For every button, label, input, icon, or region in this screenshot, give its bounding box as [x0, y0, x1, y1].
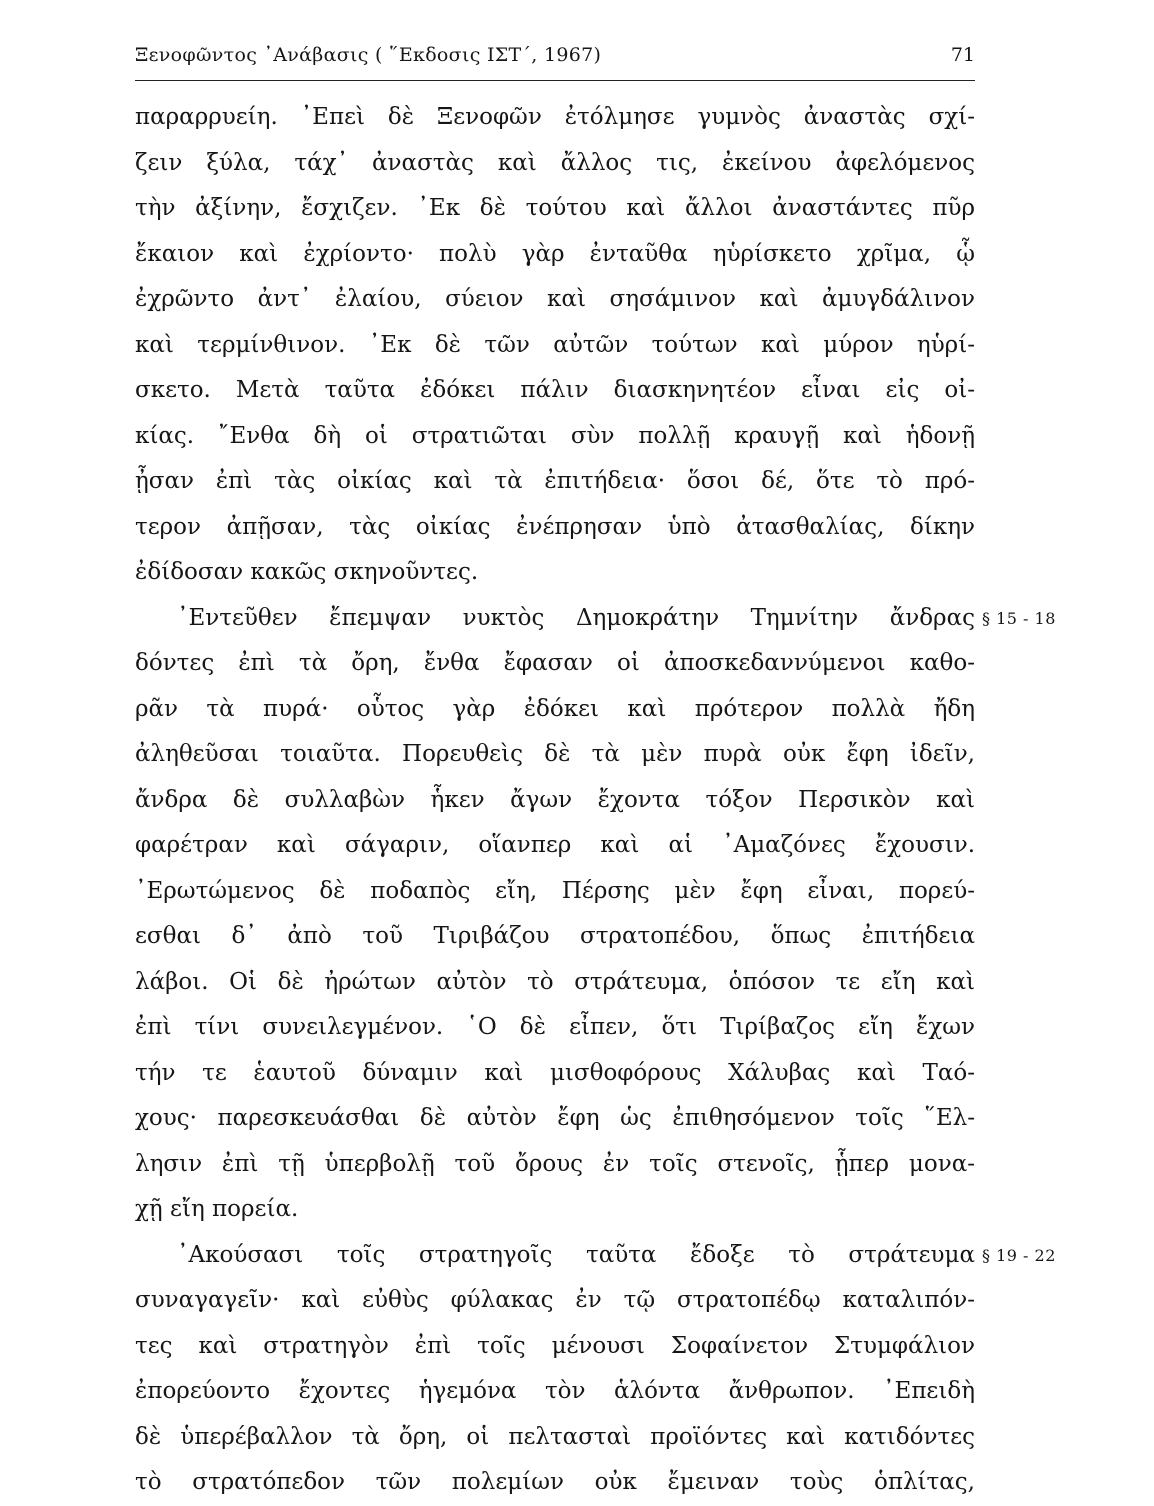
text-line: ἐπορεύοντο ἔχοντες ἡγεμόνα τὸν ἁλόντα ἄνθρωπον. ᾿Επειδὴ [135, 1378, 975, 1404]
text-line: τερον ἀπῇσαν, τὰς οἰκίας ἐνέπρησαν ὑπὸ ἀτασθαλίας, δίκην [135, 513, 975, 540]
header-rule [135, 80, 975, 81]
text-line: εσθαι δ᾿ ἀπὸ τοῦ Τιριβάζου στρατοπέδου, ὅπως ἐπιτήδεια [135, 923, 975, 949]
text-line: ἀληθεῦσαι τοιαῦτα. Πορευθεὶς δὲ τὰ μὲν πυρὰ οὐκ ἔφη ἰδεῖν, [135, 741, 975, 767]
text-line: ρᾶν τὰ πυρά· οὗτος γὰρ ἐδόκει καὶ πρότερον πολλὰ ἤδη [135, 695, 975, 722]
text-line: σκετο. Μετὰ ταῦτα ἐδόκει πάλιν διασκηνητέον εἶναι εἰς οἰ- [135, 377, 975, 403]
text-line: ἄνδρα δὲ συλλαβὼν ἧκεν ἄγων ἔχοντα τόξον Περσικὸν καὶ [135, 786, 975, 813]
text-line: λάβοι. Οἱ δὲ ἠρώτων αὐτὸν τὸ στράτευμα, ὁπόσον τε εἴη καὶ [135, 968, 975, 995]
page-number: 71 [950, 44, 975, 66]
text-line: δὲ ὑπερέβαλλον τὰ ὄρη, οἱ πελτασταὶ προϊόντες καὶ κατιδόντες [135, 1423, 975, 1450]
text-line: συναγαγεῖν· καὶ εὐθὺς φύλακας ἐν τῷ στρατοπέδῳ καταλιπόν- [135, 1287, 975, 1313]
text-line: τὴν ἀξίνην, ἔσχιζεν. ᾿Εκ δὲ τούτου καὶ ἄλλοι ἀναστάντες πῦρ [135, 195, 975, 221]
text-line: χους· παρεσκευάσθαι δὲ αὐτὸν ἔφη ὡς ἐπιθησόμενον τοῖς ῞Ελ- [135, 1105, 975, 1131]
text-line: καὶ τερμίνθινον. ᾿Εκ δὲ τῶν αὐτῶν τούτων καὶ μύρον ηὑρί- [135, 331, 975, 358]
section-marker: § 15 - 18 [982, 608, 1056, 628]
text-line: ζειν ξύλα, τάχ᾿ ἀναστὰς καὶ ἄλλος τις, ἐκείνου ἀφελόμενος [135, 149, 975, 176]
text-line: ᾖσαν ἐπὶ τὰς οἰκίας καὶ τὰ ἐπιτήδεια· ὅσοι δέ, ὅτε τὸ πρό- [135, 468, 975, 494]
text-line: ἐπὶ τίνι συνειλεγμένον. ῾Ο δὲ εἶπεν, ὅτι Τιρίβαζος εἴη ἔχων [135, 1014, 975, 1040]
text-line: ἐχρῶντο ἀντ᾿ ἐλαίου, σύειον καὶ σησάμινον καὶ ἀμυγδάλινον [135, 286, 975, 312]
text-line: ᾿Εντεῦθεν ἔπεμψαν νυκτὸς Δημοκράτην Τημνίτην ἄνδρας [177, 604, 975, 631]
running-head-title: Ξενοφῶντος ᾿Ανάβασις ( ῞Εκδοσις ΙΣΤ΄, 1967) [135, 44, 602, 66]
section-marker: § 19 - 22 [982, 1245, 1056, 1265]
text-line: παραρρυείη. ᾿Επεὶ δὲ Ξενοφῶν ἐτόλμησε γυμνὸς ἀναστὰς σχί- [135, 104, 975, 130]
text-line: τες καὶ στρατηγὸν ἐπὶ τοῖς μένουσι Σοφαίνετον Στυμφάλιον [135, 1332, 975, 1359]
text-line: λησιν ἐπὶ τῇ ὑπερβολῇ τοῦ ὄρους ἐν τοῖς στενοῖς, ᾗπερ μονα- [135, 1150, 975, 1177]
paragraph-first-line [135, 1233, 1056, 1279]
paragraph-first-line [135, 596, 1056, 642]
text-line: ἔκαιον καὶ ἐχρίοντο· πολὺ γὰρ ἐνταῦθα ηὑρίσκετο χρῖμα, ᾧ [135, 240, 975, 267]
text-line: τήν τε ἑαυτοῦ δύναμιν καὶ μισθοφόρους Χάλυβας καὶ Ταό- [135, 1059, 975, 1086]
text-line: ἐδίδοσαν κακῶς σκηνοῦντες. [135, 559, 479, 585]
text-line: φαρέτραν καὶ σάγαριν, οἵανπερ καὶ αἱ ᾿Αμαζόνες ἔχουσιν. [135, 832, 975, 858]
text-line: δόντες ἐπὶ τὰ ὄρη, ἔνθα ἔφασαν οἱ ἀποσκεδαννύμενοι καθο- [135, 650, 975, 676]
text-line: κίας. ῎Ενθα δὴ οἱ στρατιῶται σὺν πολλῇ κραυγῇ καὶ ἡδονῇ [135, 422, 975, 449]
text-line: τὸ στρατόπεδον τῶν πολεμίων οὐκ ἔμειναν τοὺς ὁπλίτας, [135, 1469, 975, 1495]
running-header [135, 44, 975, 74]
text-line: χῇ εἴη πορεία. [135, 1196, 299, 1222]
text-line: ᾿Ακούσασι τοῖς στρατηγοῖς ταῦτα ἔδοξε τὸ στράτευμα [177, 1241, 975, 1268]
text-line: ᾿Ερωτώμενος δὲ ποδαπὸς εἴη, Πέρσης μὲν ἔφη εἶναι, πορεύ- [135, 877, 975, 904]
text-body [135, 95, 1056, 1506]
